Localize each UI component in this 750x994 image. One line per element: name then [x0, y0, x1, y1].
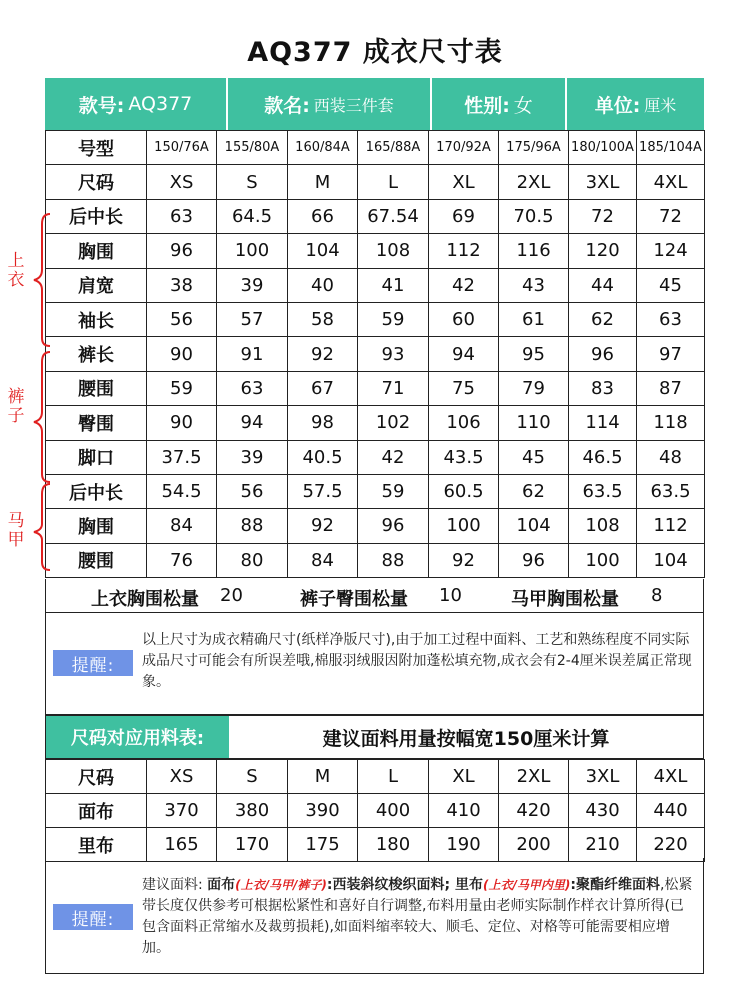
table-cell: 90: [147, 337, 217, 371]
table-cell: XL: [429, 760, 499, 794]
table-cell: 175/96A: [499, 131, 569, 165]
table-row: [46, 337, 705, 371]
row-label: 臀围: [46, 406, 147, 440]
table-row: [46, 199, 705, 233]
table-cell: 104: [288, 234, 358, 268]
table-cell: 75: [429, 371, 499, 405]
table-cell: 40.5: [288, 440, 358, 474]
table-cell: 46.5: [569, 440, 637, 474]
table-cell: 110: [499, 406, 569, 440]
row-label: 里布: [46, 828, 147, 862]
table-row: [46, 760, 705, 794]
table-cell: 180: [358, 828, 429, 862]
table-cell: 91: [217, 337, 288, 371]
gender-cell: [432, 78, 567, 130]
row-label: 裤长: [46, 337, 147, 371]
style-name-cell: [228, 78, 432, 130]
table-cell: 150/76A: [147, 131, 217, 165]
ease-label-vest: 马甲胸围松量: [511, 589, 619, 610]
table-cell: XL: [429, 165, 499, 199]
table-cell: 98: [288, 406, 358, 440]
style-no-label: 款号:: [78, 94, 125, 117]
table-cell: 4XL: [637, 165, 705, 199]
row-label: 尺码: [46, 165, 147, 199]
ease-value-vest: 8: [651, 585, 663, 606]
note2-rest: ,松紧带长度仅供参考可根据松紧性和喜好自行调整,布料用量由老师实际制作样衣计算所得(已包含面料正常缩水及裁剪损耗),如面料缩率较大、顺毛、定位、对格等可能需要相应增加。: [142, 877, 693, 956]
table-cell: 88: [217, 509, 288, 543]
table-cell: 100: [569, 543, 637, 577]
table-cell: 108: [569, 509, 637, 543]
table-cell: 94: [217, 406, 288, 440]
table-cell: 100: [217, 234, 288, 268]
table-cell: 43.5: [429, 440, 499, 474]
table-cell: 185/104A: [637, 131, 705, 165]
row-label: 面布: [46, 794, 147, 828]
table-cell: 102: [358, 406, 429, 440]
table-cell: 56: [217, 474, 288, 508]
top-bracket: [34, 214, 50, 346]
table-cell: 420: [499, 794, 569, 828]
table-cell: 54.5: [147, 474, 217, 508]
table-cell: 45: [499, 440, 569, 474]
table-cell: 92: [288, 337, 358, 371]
note2-prefix: 建议面料:: [142, 877, 208, 893]
table-cell: 87: [637, 371, 705, 405]
table-cell: 57: [217, 302, 288, 336]
table-cell: 114: [569, 406, 637, 440]
vest-bracket: [34, 484, 50, 570]
table-row: [46, 406, 705, 440]
table-cell: 45: [637, 268, 705, 302]
table-cell: 90: [147, 406, 217, 440]
table-cell: 37.5: [147, 440, 217, 474]
table-cell: 96: [569, 337, 637, 371]
table-cell: 41: [358, 268, 429, 302]
fabric-title: 建议面料用量按幅宽150厘米计算: [322, 727, 610, 750]
ease-value-top: 20: [220, 585, 243, 606]
table-cell: 44: [569, 268, 637, 302]
table-cell: 96: [499, 543, 569, 577]
row-label: 脚口: [46, 440, 147, 474]
table-cell: 39: [217, 440, 288, 474]
table-cell: 220: [637, 828, 705, 862]
table-cell: 165: [147, 828, 217, 862]
table-row: [46, 234, 705, 268]
fabric-table: [45, 759, 705, 862]
table-cell: 63: [637, 302, 705, 336]
row-label: 腰围: [46, 371, 147, 405]
table-cell: 43: [499, 268, 569, 302]
table-cell: 76: [147, 543, 217, 577]
table-cell: 80: [217, 543, 288, 577]
table-cell: 112: [637, 509, 705, 543]
row-label: 号型: [46, 131, 147, 165]
table-cell: 100: [429, 509, 499, 543]
gender-value: 女: [513, 94, 533, 117]
fabric-header: [45, 715, 704, 759]
table-cell: 72: [569, 199, 637, 233]
table-cell: 62: [499, 474, 569, 508]
table-row: [46, 474, 705, 508]
table-row: [46, 165, 705, 199]
note2-poly: :聚酯纤维面料: [570, 877, 660, 893]
note2-lining-scope: (上衣/马甲内里): [483, 878, 571, 892]
group-brackets: [30, 212, 54, 572]
table-cell: 63.5: [637, 474, 705, 508]
row-label: 肩宽: [46, 268, 147, 302]
table-cell: XS: [147, 165, 217, 199]
table-cell: 120: [569, 234, 637, 268]
table-cell: 108: [358, 234, 429, 268]
table-cell: 2XL: [499, 760, 569, 794]
table-cell: 118: [637, 406, 705, 440]
table-cell: 2XL: [499, 165, 569, 199]
table-cell: 42: [429, 268, 499, 302]
table-cell: 84: [147, 509, 217, 543]
table-row: [46, 543, 705, 577]
gender-label: 性别:: [464, 94, 510, 117]
table-cell: M: [288, 165, 358, 199]
table-cell: 170/92A: [429, 131, 499, 165]
table-cell: L: [358, 760, 429, 794]
table-row: [46, 268, 705, 302]
table-cell: 39: [217, 268, 288, 302]
table-cell: 67: [288, 371, 358, 405]
row-label: 尺码: [46, 760, 147, 794]
table-cell: 59: [147, 371, 217, 405]
table-cell: 64.5: [217, 199, 288, 233]
unit-value: 厘米: [644, 95, 677, 115]
table-cell: 400: [358, 794, 429, 828]
table-cell: 48: [637, 440, 705, 474]
note2-face: 面布: [207, 877, 236, 893]
table-cell: 71: [358, 371, 429, 405]
style-name-value: 西装三件套: [313, 95, 394, 115]
note-text-2: [142, 875, 696, 959]
row-label: 胸围: [46, 509, 147, 543]
table-cell: 83: [569, 371, 637, 405]
table-cell: 66: [288, 199, 358, 233]
table-cell: 95: [499, 337, 569, 371]
table-cell: 180/100A: [569, 131, 637, 165]
note-text-1: 以上尺寸为成衣精确尺寸(纸样净版尺寸),由于加工过程中面料、工艺和熟练程度不同实际成品尺寸可能会有所误差哦,棉服羽绒服因附加蓬松填充物,成衣会有2-4厘米误差属正常现象。: [142, 632, 692, 690]
row-label: 袖长: [46, 302, 147, 336]
table-cell: 170: [217, 828, 288, 862]
table-cell: 106: [429, 406, 499, 440]
table-cell: 155/80A: [217, 131, 288, 165]
row-label: 腰围: [46, 543, 147, 577]
table-cell: L: [358, 165, 429, 199]
table-cell: S: [217, 165, 288, 199]
table-cell: 390: [288, 794, 358, 828]
table-cell: 38: [147, 268, 217, 302]
table-cell: 112: [429, 234, 499, 268]
group-label-vest: 马甲: [7, 511, 25, 550]
table-row: [46, 131, 705, 165]
table-row: [46, 440, 705, 474]
table-cell: 97: [637, 337, 705, 371]
table-cell: 3XL: [569, 760, 637, 794]
table-cell: 116: [499, 234, 569, 268]
table-cell: 63.5: [569, 474, 637, 508]
table-cell: 92: [429, 543, 499, 577]
table-row: [46, 371, 705, 405]
note2-lining: :西装斜纹梭织面料; 里布: [326, 877, 483, 893]
table-cell: 56: [147, 302, 217, 336]
info-header: [45, 78, 704, 130]
table-cell: 96: [147, 234, 217, 268]
row-label: 后中长: [46, 199, 147, 233]
note2-face-scope: (上衣/马甲/裤子): [235, 878, 327, 892]
table-cell: 160/84A: [288, 131, 358, 165]
group-label-top: 上衣: [7, 251, 25, 290]
table-cell: XS: [147, 760, 217, 794]
ease-value-pants: 10: [439, 585, 462, 606]
fabric-tag: 尺码对应用料表:: [46, 716, 229, 758]
unit-cell: [567, 78, 704, 130]
remind-badge-2: 提醒:: [53, 904, 133, 930]
table-cell: 175: [288, 828, 358, 862]
row-label: 胸围: [46, 234, 147, 268]
style-name-label: 款名:: [264, 94, 310, 117]
remind-badge-1: 提醒:: [53, 650, 133, 676]
table-cell: 410: [429, 794, 499, 828]
table-cell: 4XL: [637, 760, 705, 794]
table-cell: 57.5: [288, 474, 358, 508]
table-cell: 60: [429, 302, 499, 336]
table-cell: 92: [288, 509, 358, 543]
table-cell: 59: [358, 474, 429, 508]
size-table: [45, 130, 705, 578]
ease-label-top: 上衣胸围松量: [91, 589, 199, 610]
table-cell: 94: [429, 337, 499, 371]
table-cell: S: [217, 760, 288, 794]
table-cell: 79: [499, 371, 569, 405]
table-cell: 72: [637, 199, 705, 233]
table-cell: 210: [569, 828, 637, 862]
group-label-pants: 裤子: [7, 387, 25, 426]
table-cell: 84: [288, 543, 358, 577]
table-cell: 190: [429, 828, 499, 862]
table-row: [46, 509, 705, 543]
table-cell: 62: [569, 302, 637, 336]
table-cell: 200: [499, 828, 569, 862]
ease-row: [45, 579, 704, 613]
row-label: 后中长: [46, 474, 147, 508]
table-cell: 165/88A: [358, 131, 429, 165]
table-cell: 69: [429, 199, 499, 233]
style-no-value: AQ377: [128, 93, 193, 115]
page-title: AQ377 成衣尺寸表: [247, 37, 503, 68]
table-cell: 440: [637, 794, 705, 828]
table-row: [46, 302, 705, 336]
table-cell: 104: [499, 509, 569, 543]
table-cell: 3XL: [569, 165, 637, 199]
table-cell: 60.5: [429, 474, 499, 508]
table-cell: 124: [637, 234, 705, 268]
table-cell: 70.5: [499, 199, 569, 233]
table-cell: 59: [358, 302, 429, 336]
table-cell: 370: [147, 794, 217, 828]
ease-label-pants: 裤子臀围松量: [300, 589, 408, 610]
table-cell: 380: [217, 794, 288, 828]
table-cell: M: [288, 760, 358, 794]
table-cell: 61: [499, 302, 569, 336]
table-cell: 93: [358, 337, 429, 371]
style-no-cell: [45, 78, 228, 130]
table-cell: 104: [637, 543, 705, 577]
table-cell: 63: [147, 199, 217, 233]
table-cell: 96: [358, 509, 429, 543]
table-cell: 430: [569, 794, 637, 828]
table-cell: 58: [288, 302, 358, 336]
table-row: [46, 828, 705, 862]
table-cell: 88: [358, 543, 429, 577]
table-cell: 40: [288, 268, 358, 302]
table-cell: 42: [358, 440, 429, 474]
pants-bracket: [34, 352, 50, 482]
table-cell: 63: [217, 371, 288, 405]
unit-label: 单位:: [594, 94, 641, 117]
table-cell: 67.54: [358, 199, 429, 233]
table-row: [46, 794, 705, 828]
